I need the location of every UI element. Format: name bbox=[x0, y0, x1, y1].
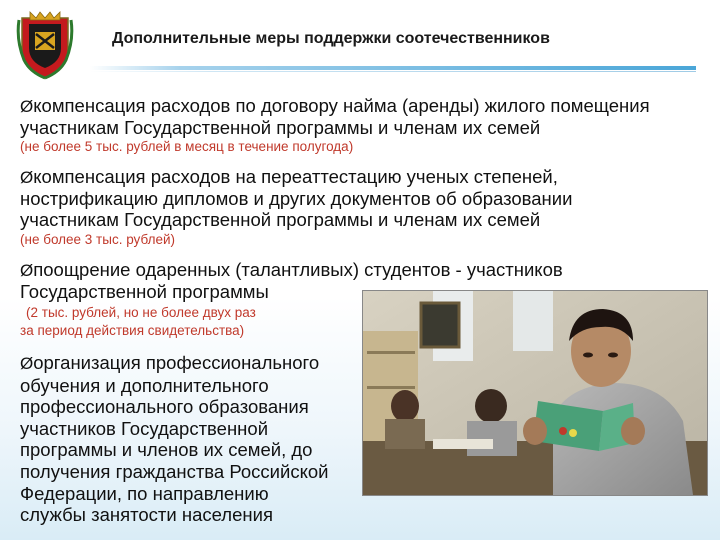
title-divider-thin bbox=[90, 71, 696, 72]
item-line: компенсация расходов по договору найма (аренды) жилого помещения bbox=[33, 95, 650, 116]
item-line: программы и членов их семей, до bbox=[20, 439, 313, 461]
title-divider bbox=[90, 66, 696, 70]
item-note-line: (2 тыс. рублей, но не более двух раз bbox=[26, 305, 256, 320]
item-line: участникам Государственной программы и членам их семей bbox=[20, 117, 541, 138]
item-line: организация профессионального bbox=[33, 352, 320, 373]
list-item bbox=[20, 166, 572, 230]
item-line: службы занятости населения bbox=[20, 504, 273, 526]
item-line: профессионального образования bbox=[20, 396, 309, 418]
item-note: (не более 3 тыс. рублей) bbox=[20, 232, 175, 247]
page-title: Дополнительные меры поддержки соотечественников bbox=[112, 30, 550, 47]
list-item bbox=[20, 352, 329, 526]
item-line: Государственной программы bbox=[20, 281, 269, 302]
item-line: обучения и дополнительного bbox=[20, 374, 269, 396]
item-line: участникам Государственной программы и членам их семей bbox=[20, 209, 541, 230]
item-line: участников Государственной bbox=[20, 417, 269, 439]
item-note-line: за период действия свидетельства) bbox=[20, 323, 245, 338]
item-note: (не более 5 тыс. рублей в месяц в течение полугода) bbox=[20, 139, 354, 154]
item-line: нострификацию дипломов и других документов об образовании bbox=[20, 188, 573, 209]
list-item bbox=[20, 95, 650, 138]
students-photo bbox=[362, 290, 708, 496]
item-line: поощрение одаренных (талантливых) студентов - участников bbox=[33, 259, 563, 280]
item-note bbox=[20, 304, 256, 340]
arrow-bullet-icon: Ø bbox=[20, 354, 34, 373]
item-line: компенсация расходов на переаттестацию ученых степеней, bbox=[33, 166, 558, 187]
arrow-bullet-icon: Ø bbox=[20, 168, 34, 187]
coat-of-arms-icon bbox=[16, 10, 74, 80]
item-line: получения гражданства Российской bbox=[20, 460, 329, 482]
arrow-bullet-icon: Ø bbox=[20, 97, 34, 116]
item-line: Федерации, по направлению bbox=[20, 482, 269, 504]
arrow-bullet-icon: Ø bbox=[20, 261, 34, 280]
